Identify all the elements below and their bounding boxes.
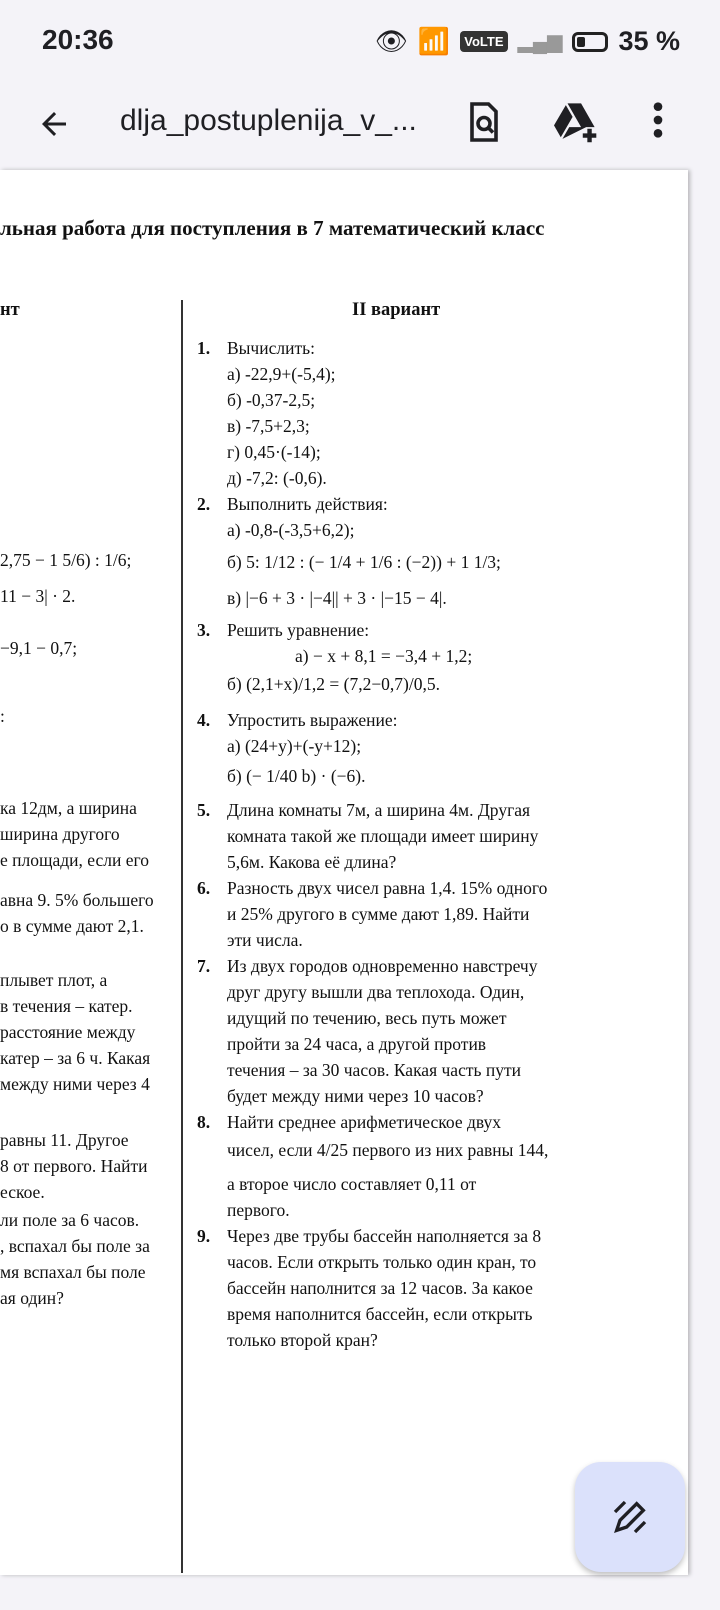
preview-button[interactable] bbox=[466, 100, 502, 153]
question-line: д) -7,2: (-0,6). bbox=[227, 468, 327, 488]
question-line: б) (− 1/40 b) · (−6). bbox=[227, 766, 366, 786]
question-line: б) (2,1+x)/1,2 = (7,2−0,7)/0,5. bbox=[227, 674, 440, 694]
question-line: Решить уравнение: bbox=[227, 620, 370, 640]
question-line: будет между ними через 10 часов? bbox=[227, 1086, 484, 1106]
question-line: время наполнится бассейн, если открыть bbox=[227, 1304, 533, 1324]
question-line: течения – за 30 часов. Какая часть пути bbox=[227, 1060, 521, 1080]
question-number: 1. bbox=[197, 338, 211, 358]
question-line: Упростить выражение: bbox=[227, 710, 398, 730]
question-line: в) |−6 + 3 · |−4|| + 3 · |−15 − 4|. bbox=[227, 588, 447, 608]
left-fragment: , вспахал бы поле за bbox=[0, 1236, 150, 1256]
question-line: а) -0,8-(-3,5+6,2); bbox=[227, 520, 355, 540]
left-fragment: ли поле за 6 часов. bbox=[0, 1210, 140, 1230]
left-fragment: 2,75 − 1 5/6) : 1/6; bbox=[0, 550, 132, 570]
question-number: 7. bbox=[197, 956, 211, 976]
question-line: 5,6м. Какова её длина? bbox=[227, 852, 397, 872]
left-fragment: ширина другого bbox=[0, 824, 120, 844]
left-fragment: нт bbox=[0, 300, 20, 320]
left-fragment: равны 11. Другое bbox=[0, 1130, 129, 1150]
question-line: бассейн наполнится за 12 часов. За какое bbox=[227, 1278, 533, 1298]
eye-icon: 👁 bbox=[374, 26, 408, 56]
left-fragment: 11 − 3| · 2. bbox=[0, 586, 76, 606]
edit-pen-icon bbox=[610, 1497, 650, 1537]
left-fragment: катер – за 6 ч. Какая bbox=[0, 1048, 151, 1068]
left-fragment: 8 от первого. Найти bbox=[0, 1156, 148, 1176]
question-line: а) − x + 8,1 = −3,4 + 1,2; bbox=[295, 646, 473, 666]
question-line: в) -7,5+2,3; bbox=[227, 416, 310, 436]
question-line: эти числа. bbox=[227, 930, 303, 950]
left-fragment: между ними через 4 bbox=[0, 1074, 150, 1094]
edit-fab[interactable] bbox=[575, 1462, 685, 1572]
question-line: комната такой же площади имеет ширину bbox=[227, 826, 539, 846]
back-button[interactable] bbox=[36, 100, 72, 152]
question-line: чисел, если 4/25 первого из них равны 144, bbox=[227, 1140, 549, 1160]
question-line: пройти за 24 часа, а другой против bbox=[227, 1034, 487, 1054]
arrow-back-icon bbox=[36, 106, 72, 142]
battery-percent: 35 % bbox=[618, 26, 680, 56]
question-line: и 25% другого в сумме дают 1,89. Найти bbox=[227, 904, 530, 924]
question-line: часов. Если открыть только один кран, то bbox=[227, 1252, 537, 1272]
add-to-drive-icon bbox=[552, 100, 600, 144]
question-line: друг другу вышли два теплохода. Один, bbox=[227, 982, 525, 1002]
question-line: Из двух городов одновременно навстречу bbox=[227, 956, 538, 976]
question-number: 4. bbox=[197, 710, 211, 730]
column-divider bbox=[181, 300, 183, 1573]
question-number: 6. bbox=[197, 878, 211, 898]
question-line: идущий по течению, весь путь может bbox=[227, 1008, 507, 1028]
left-fragment: ка 12дм, а ширина bbox=[0, 798, 137, 818]
app-bar bbox=[0, 86, 720, 166]
status-icons bbox=[375, 26, 680, 57]
battery-icon bbox=[572, 32, 608, 52]
question-line: б) -0,37-2,5; bbox=[227, 390, 316, 410]
document-title: dlja_postuplenija_v_... bbox=[120, 104, 417, 137]
left-fragment: мя вспахал бы поле bbox=[0, 1262, 146, 1282]
question-line: б) 5: 1/12 : (− 1/4 + 1/6 : (−2)) + 1 1/3; bbox=[227, 552, 501, 572]
left-fragment: ая один? bbox=[0, 1288, 64, 1308]
question-line: а второе число составляет 0,11 от bbox=[227, 1174, 477, 1194]
question-number: 9. bbox=[197, 1226, 211, 1246]
document-search-icon bbox=[466, 100, 502, 144]
question-line: Вычислить: bbox=[227, 338, 315, 358]
question-line: Разность двух чисел равна 1,4. 15% одного bbox=[227, 878, 548, 898]
question-number: 3. bbox=[197, 620, 211, 640]
status-time: 20:36 bbox=[42, 24, 114, 55]
left-fragment: в течения – катер. bbox=[0, 996, 133, 1016]
left-fragment: −9,1 − 0,7; bbox=[0, 638, 78, 658]
signal-icon: ▂▄▆ bbox=[517, 31, 563, 53]
question-line: Длина комнаты 7м, а ширина 4м. Другая bbox=[227, 800, 531, 820]
left-fragment: о в сумме дают 2,1. bbox=[0, 916, 144, 936]
question-number: 8. bbox=[197, 1112, 211, 1132]
question-line: Найти среднее арифметическое двух bbox=[227, 1112, 502, 1132]
left-fragment: еское. bbox=[0, 1182, 45, 1202]
question-line: г) 0,45·(-14); bbox=[227, 442, 321, 462]
question-line: Выполнить действия: bbox=[227, 494, 388, 514]
question-line: Через две трубы бассейн наполняется за 8 bbox=[227, 1226, 542, 1246]
add-to-drive-button[interactable] bbox=[552, 100, 600, 153]
doc-heading: льная работа для поступления в 7 математический класс bbox=[0, 216, 545, 240]
question-line: а) (24+y)+(-y+12); bbox=[227, 736, 362, 756]
wifi-icon: 📶 bbox=[417, 26, 451, 56]
left-fragment: авна 9. 5% большего bbox=[0, 890, 154, 910]
question-line: первого. bbox=[227, 1200, 290, 1220]
left-fragment: е площади, если его bbox=[0, 850, 149, 870]
question-number: 5. bbox=[197, 800, 211, 820]
left-fragment: расстояние между bbox=[0, 1022, 136, 1042]
more-options-button[interactable] bbox=[650, 100, 666, 149]
variant-title: II вариант bbox=[352, 300, 441, 320]
left-fragment: : bbox=[0, 706, 5, 726]
more-vert-icon bbox=[650, 100, 666, 140]
document-page[interactable] bbox=[0, 170, 688, 1575]
question-line: а) -22,9+(-5,4); bbox=[227, 364, 336, 384]
status-bar bbox=[0, 0, 720, 86]
question-number: 2. bbox=[197, 494, 211, 514]
left-fragment: плывет плот, а bbox=[0, 970, 108, 990]
question-line: только второй кран? bbox=[227, 1330, 378, 1350]
volte-badge: VoLTE bbox=[460, 31, 507, 52]
